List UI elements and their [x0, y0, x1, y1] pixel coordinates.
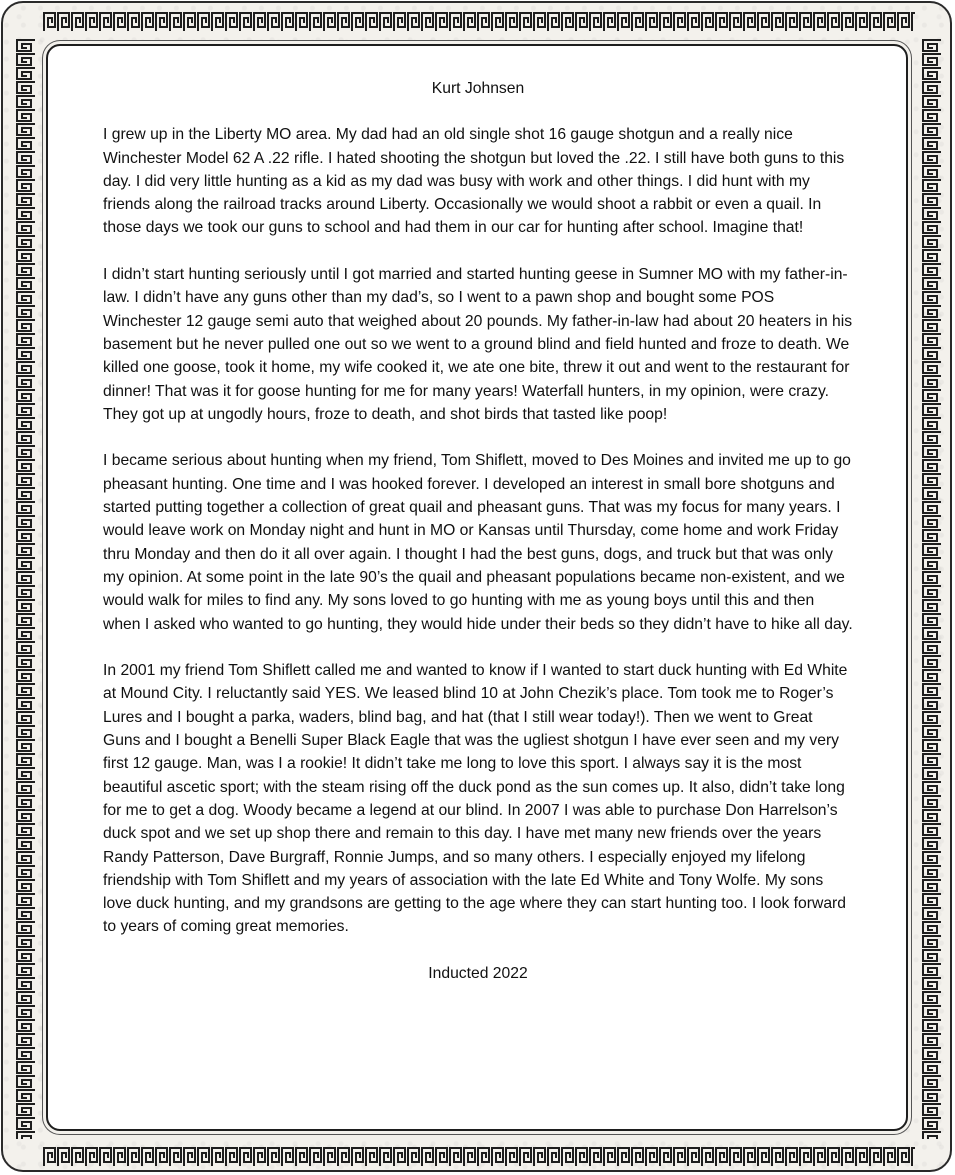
greek-key-border-right: [921, 39, 943, 1139]
greek-key-border-top: [43, 11, 915, 33]
paragraph: In 2001 my friend Tom Shiflett called me and wanted to know if I wanted to start duck hunting with Ed White at Mound City. I reluctantly said YES. We leased blind 10 at John Chezik’s place. Tom took me to Roger’s Lures and I bought a parka, waders, blind bag, and hat (that I still wear today!). Then we went to Great Guns and I bought a Benelli Super Black Eagle that was the ugliest shotgun I have ever seen and my very first 12 gauge. Man, was I a rookie! It didn’t take me long to love this sport. I always say it is the most beautiful ascetic sport; with the steam rising off the duck pond as the sun comes up. It also, didn’t take long for me to get a dog. Woody became a legend at our blind. In 2007 I was able to purchase Don Harrelson’s duck spot and we set up shop there and remain to this day. I have met many new friends over the years Randy Patterson, Dave Burgraff, Ronnie Jumps, and so many others. I especially enjoyed my lifelong friendship with Tom Shiflett and my years of association with the late Ed White and Tony Wolfe. My sons love duck hunting, and my grandsons are getting to the age where they can start hunting too. I look forward to years of coming great memories.: [103, 662, 848, 936]
greek-key-border-bottom: [43, 1146, 915, 1168]
paragraph: I became serious about hunting when my friend, Tom Shiflett, moved to Des Moines and invited me up to go pheasant hunting. One time and I was hooked forever. I developed an interest in small bore shotguns and started putting together a collection of great quail and pheasant guns. That was my focus for many years. I would leave work on Monday night and hunt in MO or Kansas until Thursday, come home and work Friday thru Monday and then do it all over again. I thought I had the best guns, dogs, and truck but that was only my opinion. At some point in the late 90’s the quail and pheasant populations became non-existent, and we would walk for miles to find any. My sons loved to go hunting with me as young boys until this and then when I asked who wanted to go hunting, they would hide under their beds so they didn’t have to hike all day.: [103, 452, 853, 633]
paragraph: I didn’t start hunting seriously until I got married and started hunting geese in Sumner MO with my father-in-law. I didn’t have any guns other than my dad’s, so I went to a pawn shop and bought some POS Winchester 12 gauge semi auto that weighed about 20 pounds. My father-in-law had about 20 heaters in his basement but he never pulled one out so we went to a ground blind and field hunted and froze to death. We killed one goose, took it home, my wife cooked it, we ate one bite, threw it out and went to the restaurant for dinner! That was it for goose hunting for me for many years! Waterfall hunters, in my opinion, were crazy. They got up at ungodly hours, froze to death, and shot birds that tasted like poop!: [103, 266, 853, 423]
document-title: Kurt Johnsen: [431, 80, 525, 97]
induction-year: Inducted 2022: [428, 964, 528, 982]
document-body: [103, 77, 853, 985]
paragraph: I grew up in the Liberty MO area. My dad had an old single shot 16 gauge shotgun and a really nice Winchester Model 62 A .22 rifle. I hated shooting the shotgun but loved the .22. I still have both guns to this day. I did very little hunting as a kid as my dad was busy with work and other things. I did hunt with my friends along the railroad tracks around Liberty. Occasionally we would shoot a rabbit or even a quail. In those days we took our guns to school and had them in our car for hunting after school. Imagine that!: [103, 126, 845, 237]
greek-key-border-left: [15, 39, 37, 1139]
